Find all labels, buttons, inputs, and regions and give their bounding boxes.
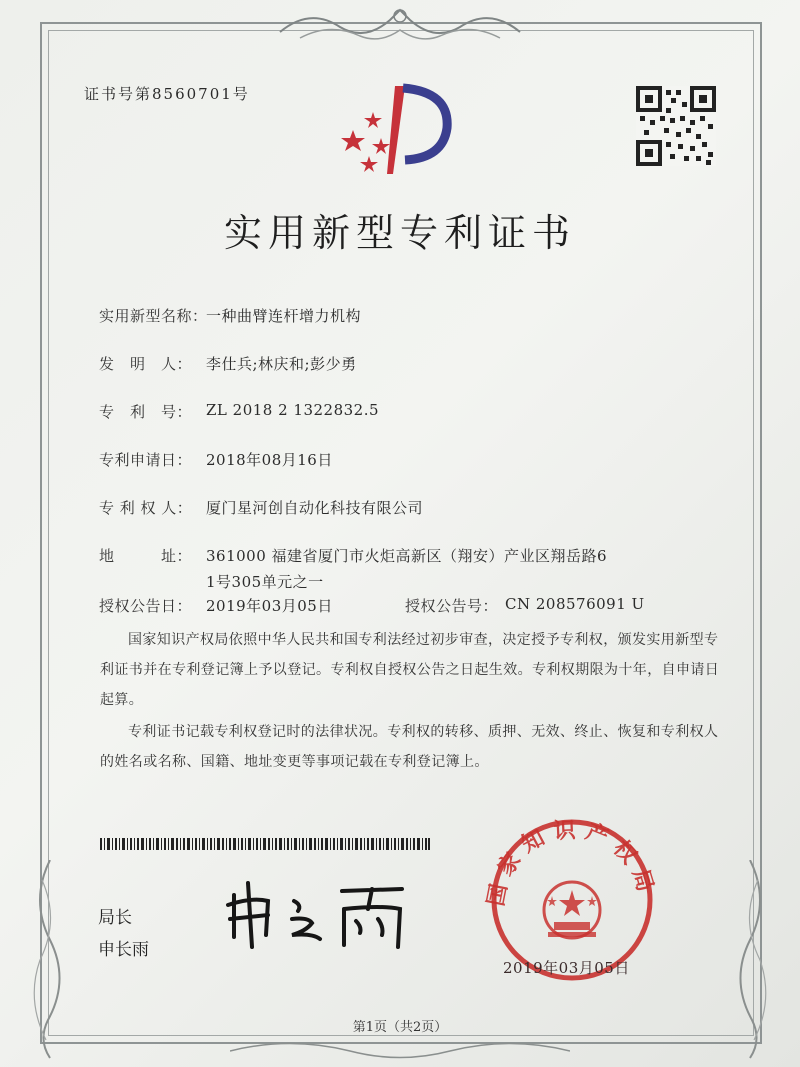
page-footer: 第1页（共2页） [352,1020,448,1035]
address-line-1: 361000 福建省厦门市火炬高新区（翔安）产业区翔岳路6 [206,547,608,565]
grant-number-value: CN 208576091 U [505,595,645,613]
seal-text: 国家知识产权局 [483,818,660,909]
certificate-number: 证书号第8560701号 [84,85,250,103]
director-title: 局长 [98,908,132,928]
qr-code [636,86,716,166]
legal-paragraph-1: 国家知识产权局依照中华人民共和国专利法经过初步审查，决定授予专利权，颁发实用新型专利证书并在专利登记簿上予以登记。专利权自授权公告之日起生效。专利权期限为十年，自申请日起算。 [100,632,720,708]
address-label: 地 址： [99,547,193,565]
bottom-ornament [230,1036,570,1066]
grant-number-label: 授权公告号： [405,597,499,615]
inventor-value: 李仕兵;林庆和;彭少勇 [206,355,357,373]
filing-date-label: 专利申请日： [99,451,193,469]
patent-number-label: 专 利 号： [99,403,193,421]
patentee-label: 专 利 权 人： [99,499,193,517]
patent-number-value: ZL 2018 2 1322832.5 [206,401,380,419]
legal-paragraph-2: 专利证书记载专利权登记时的法律状况。专利权的转移、质押、无效、终止、恢复和专利权人的姓名或名称、国籍、地址变更等事项记载在专利登记簿上。 [100,724,719,770]
patent-office-logo [335,78,465,178]
grant-date-value: 2019年03月05日 [206,597,333,615]
grant-date-label: 授权公告日： [99,597,193,615]
filing-date-value: 2018年08月16日 [206,451,333,469]
seal-date: 2019年03月05日 [503,959,630,977]
name-value: 一种曲臂连杆增力机构 [206,307,362,325]
barcode [100,838,430,850]
name-label: 实用新型名称： [99,307,208,325]
address-line-2: 1号305单元之一 [206,573,324,591]
certificate-title: 实用新型专利证书 [223,211,576,255]
patentee-value: 厦门星河创自动化科技有限公司 [206,499,424,517]
director-name: 申长雨 [98,940,149,960]
inventor-label: 发 明 人： [99,355,193,373]
handwritten-signature [222,875,422,955]
top-dragon-ornament [270,2,530,50]
